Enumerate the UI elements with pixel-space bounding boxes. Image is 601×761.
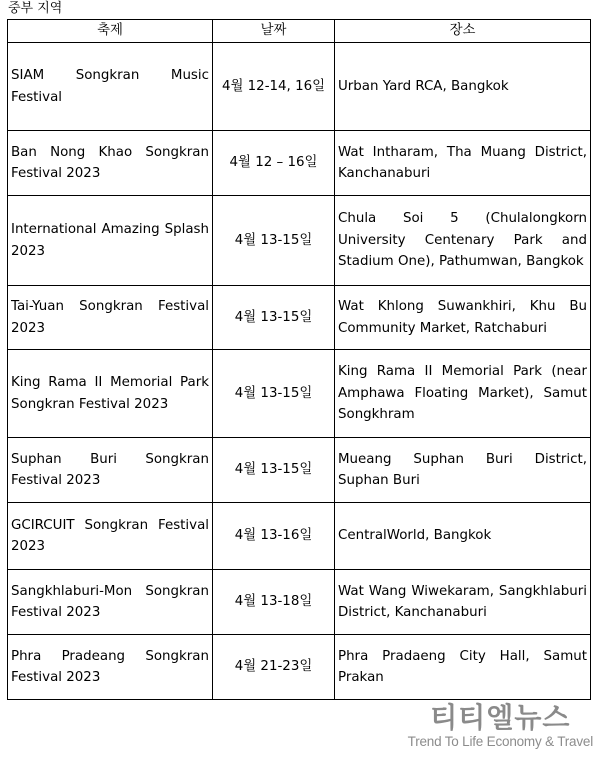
table-row [8, 503, 591, 570]
festival-name-cell: GCIRCUIT Songkran Festival 2023 [8, 503, 213, 570]
watermark-tagline: Trend To Life Economy & Travel [407, 734, 593, 749]
table-row [8, 570, 591, 635]
festival-place-cell: Phra Pradaeng City Hall, Samut Prakan [335, 635, 591, 700]
table-row [8, 131, 591, 196]
festival-date-cell: 4월 13-16일 [213, 503, 335, 570]
festival-date-cell: 4월 13-15일 [213, 350, 335, 438]
festival-place-cell: Wat Intharam, Tha Muang District, Kanchanaburi [335, 131, 591, 196]
festival-name-cell: Tai-Yuan Songkran Festival 2023 [8, 286, 213, 350]
festival-name-cell: International Amazing Splash 2023 [8, 196, 213, 286]
festival-place-cell: Wat Wang Wiwekaram, Sangkhlaburi District, Kanchanaburi [335, 570, 591, 635]
festival-place-cell: Wat Khlong Suwankhiri, Khu Bu Community Market, Ratchaburi [335, 286, 591, 350]
table-row [8, 350, 591, 438]
watermark-title: 티티엘뉴스 [430, 701, 571, 734]
table-row [8, 438, 591, 503]
festival-place-cell: King Rama II Memorial Park (near Amphawa Floating Market), Samut Songkhram [335, 350, 591, 438]
festival-name-cell: Sangkhlaburi-Mon Songkran Festival 2023 [8, 570, 213, 635]
festival-name-cell: Ban Nong Khao Songkran Festival 2023 [8, 131, 213, 196]
festival-place-cell: Urban Yard RCA, Bangkok [335, 43, 591, 131]
festival-name-cell: SIAM Songkran Music Festival [8, 43, 213, 131]
table-row [8, 635, 591, 700]
festival-table [7, 19, 591, 700]
table-row [8, 196, 591, 286]
festival-date-cell: 4월 13-15일 [213, 438, 335, 503]
festival-date-cell: 4월 13-15일 [213, 286, 335, 350]
region-title: 중부 지역 [8, 1, 63, 16]
table-header-row [8, 20, 591, 43]
date-column-header: 날짜 [213, 20, 335, 43]
festival-name-cell: Suphan Buri Songkran Festival 2023 [8, 438, 213, 503]
table-row [8, 43, 591, 131]
table-row [8, 286, 591, 350]
festival-date-cell: 4월 13-18일 [213, 570, 335, 635]
place-column-header: 장소 [335, 20, 591, 43]
festival-date-cell: 4월 12 – 16일 [213, 131, 335, 196]
festival-place-cell: CentralWorld, Bangkok [335, 503, 591, 570]
festival-place-cell: Mueang Suphan Buri District, Suphan Buri [335, 438, 591, 503]
watermark-logo [408, 702, 593, 750]
festival-place-cell: Chula Soi 5 (Chulalongkorn University Centenary Park and Stadium One), Pathumwan, Bangkok [335, 196, 591, 286]
festival-column-header: 축제 [8, 20, 213, 43]
festival-name-cell: Phra Pradeang Songkran Festival 2023 [8, 635, 213, 700]
festival-date-cell: 4월 12-14, 16일 [213, 43, 335, 131]
festival-name-cell: King Rama II Memorial Park Songkran Festival 2023 [8, 350, 213, 438]
festival-date-cell: 4월 13-15일 [213, 196, 335, 286]
festival-date-cell: 4월 21-23일 [213, 635, 335, 700]
